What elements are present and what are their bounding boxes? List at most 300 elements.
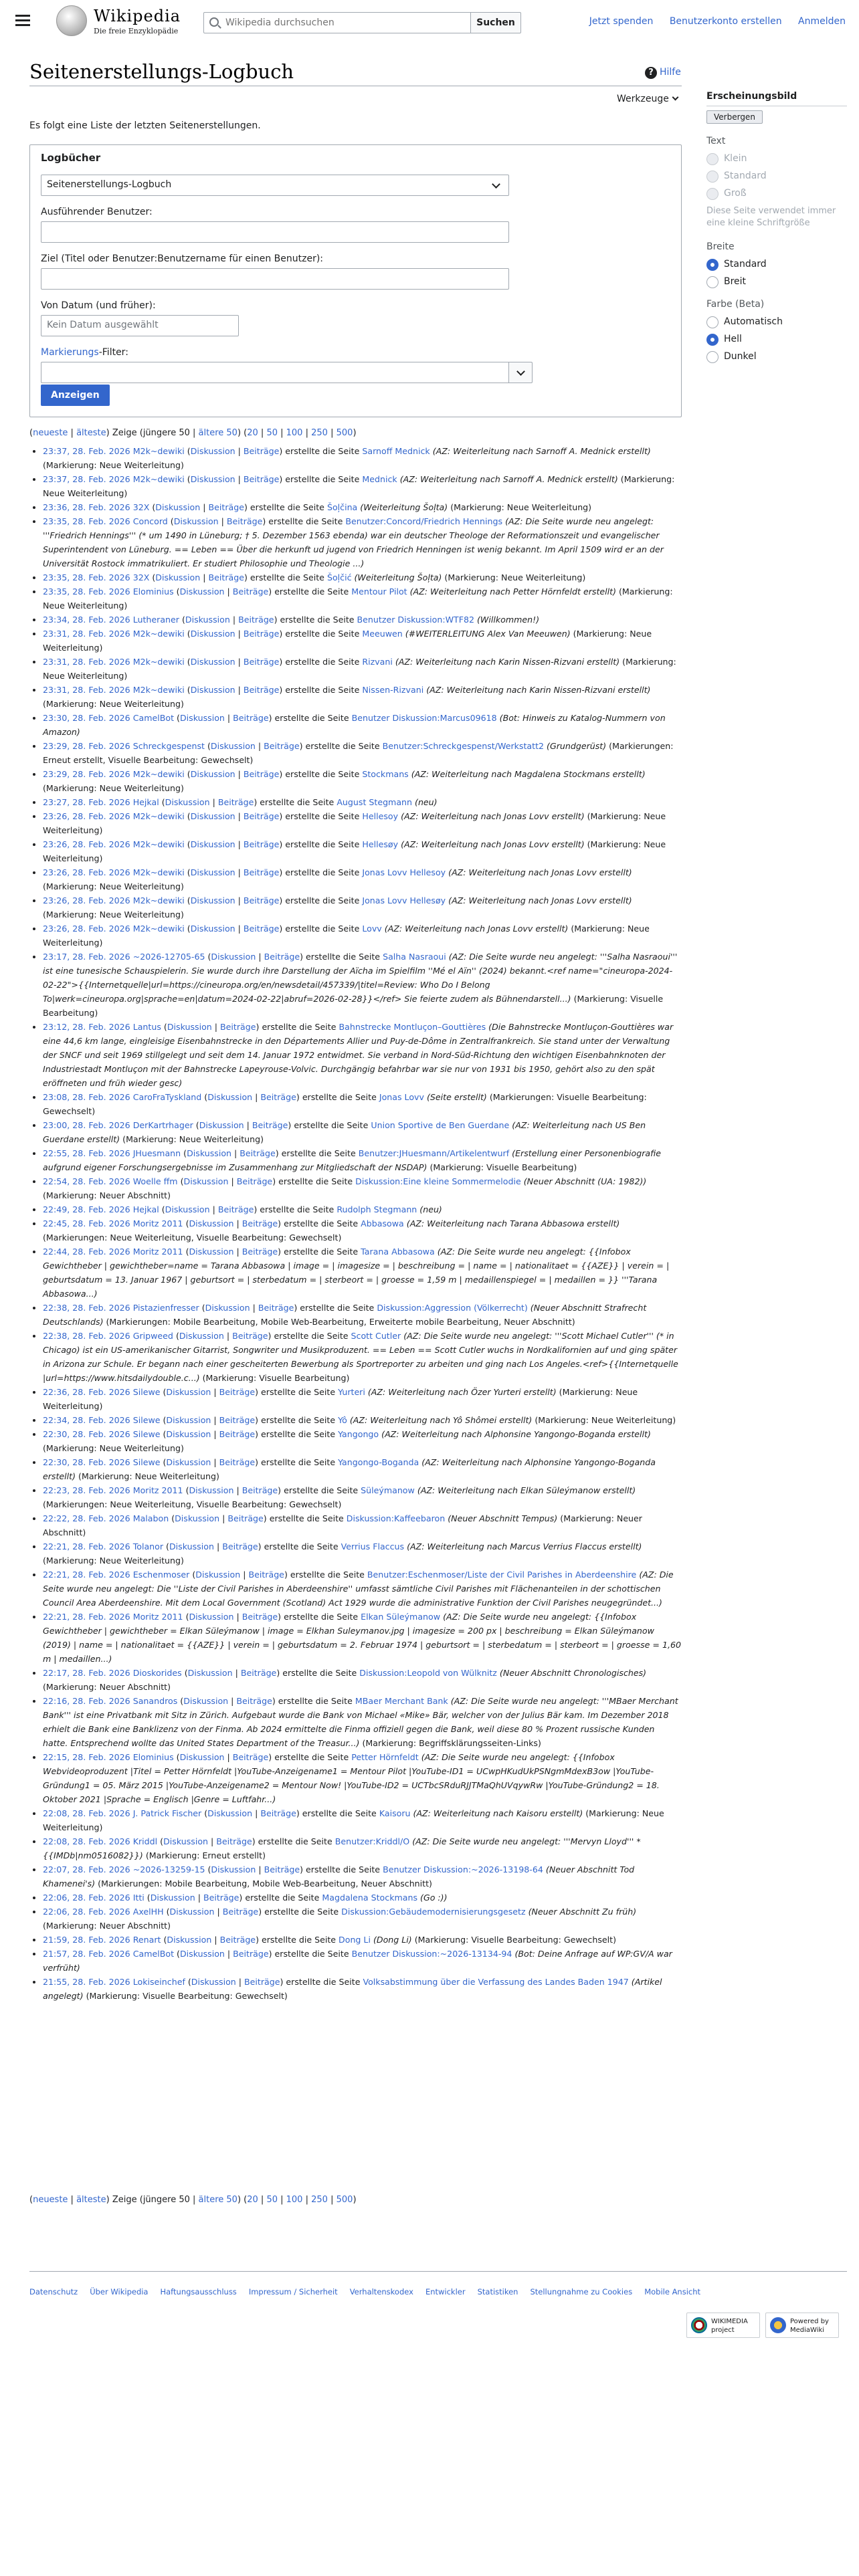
- help-link[interactable]: [645, 67, 681, 79]
- entry-user-talk[interactable]: Diskussion: [175, 1513, 220, 1523]
- entry-user[interactable]: Kriddl: [132, 1836, 158, 1846]
- entry-timestamp[interactable]: 22:54, 28. Feb. 2026: [43, 1176, 130, 1186]
- entry-timestamp[interactable]: 23:00, 28. Feb. 2026: [43, 1120, 130, 1130]
- tools-menu[interactable]: [617, 94, 678, 104]
- login-link[interactable]: Anmelden: [798, 16, 846, 27]
- entry-user-contribs[interactable]: Beiträge: [240, 1148, 276, 1158]
- entry-user-contribs[interactable]: Beiträge: [227, 1513, 264, 1523]
- entry-timestamp[interactable]: 23:30, 28. Feb. 2026: [43, 713, 130, 723]
- entry-user-talk[interactable]: Diskussion: [210, 741, 256, 751]
- entry-user-contribs[interactable]: Beiträge: [243, 839, 280, 849]
- entry-page[interactable]: Diskussion:Aggression (Völkerrecht): [377, 1303, 528, 1313]
- entry-page[interactable]: Diskussion:Leopold von Wülknitz: [359, 1668, 497, 1678]
- entry-user-talk[interactable]: Diskussion: [150, 1893, 195, 1903]
- entry-timestamp[interactable]: 22:15, 28. Feb. 2026: [43, 1752, 130, 1762]
- entry-timestamp[interactable]: 23:26, 28. Feb. 2026: [43, 839, 130, 849]
- entry-user-talk[interactable]: Diskussion: [190, 924, 235, 934]
- entry-page[interactable]: Nissen-Rizvani: [362, 685, 424, 695]
- entry-user[interactable]: AxelHH: [132, 1907, 164, 1917]
- entry-timestamp[interactable]: 23:31, 28. Feb. 2026: [43, 629, 130, 639]
- entry-user-contribs[interactable]: Beiträge: [219, 1429, 256, 1439]
- entry-page[interactable]: Mednick: [362, 474, 397, 484]
- entry-user-talk[interactable]: Diskussion: [190, 657, 235, 667]
- entry-timestamp[interactable]: 23:37, 28. Feb. 2026: [43, 474, 130, 484]
- text-large-radio[interactable]: [706, 188, 847, 199]
- entry-page[interactable]: Süleýmanow: [361, 1485, 415, 1495]
- limit-20[interactable]: 20: [247, 428, 258, 438]
- entry-user[interactable]: Silewe: [132, 1429, 161, 1439]
- entry-user-talk[interactable]: Diskussion: [189, 1485, 234, 1495]
- wikimedia-badge[interactable]: [686, 2313, 760, 2338]
- entry-user[interactable]: Elominius: [132, 586, 174, 597]
- text-standard-radio[interactable]: [706, 171, 847, 181]
- entry-user-contribs[interactable]: Beiträge: [252, 1120, 288, 1130]
- entry-user-contribs[interactable]: Beiträge: [236, 1176, 273, 1186]
- entry-user-contribs[interactable]: Beiträge: [264, 1864, 300, 1874]
- entry-timestamp[interactable]: 23:12, 28. Feb. 2026: [43, 1022, 130, 1032]
- entry-user-talk[interactable]: Diskussion: [207, 1808, 253, 1818]
- entry-user-contribs[interactable]: Beiträge: [243, 924, 280, 934]
- newest-link[interactable]: neueste: [33, 2195, 68, 2205]
- entry-page[interactable]: Petter Hörnfeldt: [351, 1752, 419, 1762]
- entry-page[interactable]: Jonas Lovv Hellesøy: [362, 895, 446, 905]
- entry-user-talk[interactable]: Diskussion: [190, 839, 235, 849]
- entry-user-contribs[interactable]: Beiträge: [222, 1907, 259, 1917]
- text-small-radio[interactable]: [706, 153, 847, 164]
- entry-timestamp[interactable]: 23:29, 28. Feb. 2026: [43, 741, 130, 751]
- color-auto-radio[interactable]: [706, 316, 847, 327]
- entry-timestamp[interactable]: 22:22, 28. Feb. 2026: [43, 1513, 130, 1523]
- entry-page[interactable]: Stockmans: [362, 769, 409, 779]
- limit-100[interactable]: 100: [286, 428, 303, 438]
- entry-user-talk[interactable]: Diskussion: [185, 615, 230, 625]
- entry-page[interactable]: Elkan Süleýmanow: [361, 1612, 441, 1622]
- entry-page[interactable]: Sarnoff Mednick: [362, 446, 430, 456]
- entry-user-contribs[interactable]: Beiträge: [216, 1836, 252, 1846]
- entry-user-contribs[interactable]: Beiträge: [243, 629, 280, 639]
- limit-500[interactable]: 500: [336, 428, 353, 438]
- entry-user-talk[interactable]: Diskussion: [166, 1387, 211, 1397]
- entry-timestamp[interactable]: 22:23, 28. Feb. 2026: [43, 1485, 130, 1495]
- width-standard-radio[interactable]: [706, 259, 847, 270]
- entry-timestamp[interactable]: 22:38, 28. Feb. 2026: [43, 1331, 130, 1341]
- entry-user-contribs[interactable]: Beiträge: [242, 1218, 278, 1228]
- entry-user[interactable]: Moritz 2011: [132, 1247, 183, 1257]
- entry-user-contribs[interactable]: Beiträge: [208, 572, 244, 582]
- entry-page[interactable]: Benutzer:JHuesmann/Artikelentwurf: [358, 1148, 510, 1158]
- entry-user[interactable]: CaroFraTyskland: [132, 1092, 202, 1102]
- entry-user-contribs[interactable]: Beiträge: [203, 1893, 240, 1903]
- entry-user-contribs[interactable]: Beiträge: [248, 1570, 284, 1580]
- entry-page[interactable]: Hellesøy: [362, 839, 399, 849]
- entry-user[interactable]: Silewe: [132, 1457, 161, 1467]
- footer-link[interactable]: Über Wikipedia: [90, 2287, 149, 2296]
- entry-user-contribs[interactable]: Beiträge: [233, 713, 269, 723]
- entry-user-contribs[interactable]: Beiträge: [236, 1696, 272, 1706]
- entry-page[interactable]: Lovv: [362, 924, 382, 934]
- entry-user-contribs[interactable]: Beiträge: [243, 867, 280, 877]
- entry-user-contribs[interactable]: Beiträge: [243, 895, 280, 905]
- entry-user[interactable]: Sanandros: [132, 1696, 178, 1706]
- entry-user-contribs[interactable]: Beiträge: [219, 1415, 256, 1425]
- entry-page[interactable]: Union Sportive de Ben Guerdane: [371, 1120, 510, 1130]
- entry-user[interactable]: 32X: [132, 572, 150, 582]
- entry-user-contribs[interactable]: Beiträge: [238, 615, 274, 625]
- entry-page[interactable]: Benutzer Diskussion:~2026-13134-94: [351, 1949, 512, 1959]
- entry-timestamp[interactable]: 23:26, 28. Feb. 2026: [43, 924, 130, 934]
- entry-user-contribs[interactable]: Beiträge: [242, 1247, 278, 1257]
- color-light-radio[interactable]: [706, 334, 847, 344]
- entry-page[interactable]: Salha Nasraoui: [383, 952, 446, 962]
- entry-user-talk[interactable]: Diskussion: [189, 1218, 234, 1228]
- footer-link[interactable]: Stellungnahme zu Cookies: [530, 2287, 633, 2296]
- entry-timestamp[interactable]: 23:35, 28. Feb. 2026: [43, 572, 130, 582]
- search-input[interactable]: [224, 13, 465, 33]
- entry-user[interactable]: Dioskorides: [132, 1668, 182, 1678]
- entry-timestamp[interactable]: 23:27, 28. Feb. 2026: [43, 797, 130, 807]
- entry-user-contribs[interactable]: Beiträge: [219, 1457, 256, 1467]
- tag-filter-input[interactable]: [41, 362, 509, 383]
- entry-user[interactable]: Itti: [132, 1893, 145, 1903]
- entry-user-contribs[interactable]: Beiträge: [243, 811, 280, 821]
- entry-user[interactable]: CamelBot: [132, 713, 175, 723]
- entry-user[interactable]: M2k~dewiki: [132, 895, 185, 905]
- entry-user-talk[interactable]: Diskussion: [179, 1949, 225, 1959]
- entry-user-contribs[interactable]: Beiträge: [232, 1331, 268, 1341]
- entry-user[interactable]: Lokiseinchef: [132, 1977, 185, 1987]
- entry-page[interactable]: Benutzer:Kriddl/O: [335, 1836, 410, 1846]
- entry-user[interactable]: Woelle ffm: [132, 1176, 178, 1186]
- entry-user-talk[interactable]: Diskussion: [189, 1612, 234, 1622]
- entry-user[interactable]: Eschenmoser: [132, 1570, 190, 1580]
- entry-user-talk[interactable]: Diskussion: [207, 1092, 253, 1102]
- footer-link[interactable]: Statistiken: [477, 2287, 518, 2296]
- entry-user-contribs[interactable]: Beiträge: [258, 1303, 294, 1313]
- footer-link[interactable]: Entwickler: [425, 2287, 466, 2296]
- entry-user[interactable]: Moritz 2011: [132, 1612, 183, 1622]
- entry-page[interactable]: Rudolph Stegmann: [337, 1204, 417, 1214]
- entry-user-contribs[interactable]: Beiträge: [232, 1752, 269, 1762]
- entry-page[interactable]: Scott Cutler: [351, 1331, 401, 1341]
- entry-timestamp[interactable]: 21:59, 28. Feb. 2026: [43, 1935, 130, 1945]
- entry-user[interactable]: Lantus: [132, 1022, 161, 1032]
- entry-page[interactable]: Šoļčić: [326, 572, 352, 582]
- entry-user[interactable]: Tolanor: [132, 1541, 164, 1551]
- date-input[interactable]: Kein Datum ausgewählt: [41, 315, 239, 336]
- entry-page[interactable]: August Stegmann: [337, 797, 413, 807]
- entry-timestamp[interactable]: 23:35, 28. Feb. 2026: [43, 516, 130, 526]
- entry-timestamp[interactable]: 22:36, 28. Feb. 2026: [43, 1387, 130, 1397]
- create-account-link[interactable]: Benutzerkonto erstellen: [669, 16, 782, 27]
- footer-link[interactable]: Impressum / Sicherheit: [248, 2287, 338, 2296]
- entry-user-contribs[interactable]: Beiträge: [240, 1668, 277, 1678]
- entry-page[interactable]: Yurteri: [338, 1387, 365, 1397]
- entry-user[interactable]: ~2026-12705-65: [132, 952, 205, 962]
- older-link[interactable]: ältere 50: [198, 428, 237, 438]
- entry-user[interactable]: M2k~dewiki: [132, 629, 185, 639]
- entry-user-contribs[interactable]: Beiträge: [220, 1022, 256, 1032]
- entry-user-talk[interactable]: Diskussion: [183, 1696, 229, 1706]
- target-input[interactable]: [41, 268, 509, 290]
- entry-page[interactable]: Jonas Lovv Hellesoy: [362, 867, 446, 877]
- entry-page[interactable]: MBaer Merchant Bank: [355, 1696, 448, 1706]
- entry-timestamp[interactable]: 23:31, 28. Feb. 2026: [43, 657, 130, 667]
- entry-timestamp[interactable]: 22:16, 28. Feb. 2026: [43, 1696, 130, 1706]
- entry-user-contribs[interactable]: Beiträge: [264, 952, 300, 962]
- tag-filter-dropdown-button[interactable]: [508, 362, 533, 383]
- entry-timestamp[interactable]: 23:17, 28. Feb. 2026: [43, 952, 130, 962]
- wordmark[interactable]: [94, 7, 181, 35]
- entry-timestamp[interactable]: 22:06, 28. Feb. 2026: [43, 1907, 130, 1917]
- entry-user-talk[interactable]: Diskussion: [155, 572, 201, 582]
- entry-page[interactable]: Meeuwen: [362, 629, 403, 639]
- limit-250[interactable]: 250: [311, 428, 328, 438]
- entry-user-talk[interactable]: Diskussion: [190, 895, 235, 905]
- entry-user-talk[interactable]: Diskussion: [165, 1204, 210, 1214]
- entry-timestamp[interactable]: 22:21, 28. Feb. 2026: [43, 1541, 130, 1551]
- color-dark-radio[interactable]: [706, 351, 847, 362]
- entry-timestamp[interactable]: 23:26, 28. Feb. 2026: [43, 895, 130, 905]
- entry-user[interactable]: M2k~dewiki: [132, 924, 185, 934]
- entry-page[interactable]: Verrius Flaccus: [341, 1541, 405, 1551]
- entry-user-contribs[interactable]: Beiträge: [226, 516, 263, 526]
- entry-user[interactable]: ~2026-13259-15: [132, 1864, 205, 1874]
- wikipedia-globe-logo[interactable]: [56, 5, 87, 36]
- entry-user-contribs[interactable]: Beiträge: [233, 1949, 269, 1959]
- entry-page[interactable]: Benutzer:Schreckgespenst/Werkstatt2: [382, 741, 545, 751]
- entry-user[interactable]: DerKartrhager: [132, 1120, 193, 1130]
- entry-timestamp[interactable]: 23:26, 28. Feb. 2026: [43, 811, 130, 821]
- entry-user[interactable]: Hejkal: [132, 797, 159, 807]
- entry-user[interactable]: Concord: [132, 516, 168, 526]
- limit-100[interactable]: 100: [286, 2195, 303, 2205]
- entry-page[interactable]: Benutzer Diskussion:~2026-13198-64: [383, 1864, 543, 1874]
- entry-user-talk[interactable]: Diskussion: [187, 1668, 233, 1678]
- entry-user-talk[interactable]: Diskussion: [173, 516, 219, 526]
- entry-user[interactable]: 32X: [132, 502, 150, 512]
- entry-page[interactable]: Jonas Lovv: [379, 1092, 424, 1102]
- entry-page[interactable]: Benutzer Diskussion:WTF82: [357, 615, 474, 625]
- older-link[interactable]: ältere 50: [198, 2195, 237, 2205]
- entry-user[interactable]: Renart: [132, 1935, 161, 1945]
- entry-user-talk[interactable]: Diskussion: [167, 1022, 212, 1032]
- entry-user-contribs[interactable]: Beiträge: [264, 741, 300, 751]
- entry-user-talk[interactable]: Diskussion: [179, 713, 225, 723]
- entry-user[interactable]: Moritz 2011: [132, 1218, 183, 1228]
- entry-user-contribs[interactable]: Beiträge: [232, 586, 269, 597]
- entry-page[interactable]: Mentour Pilot: [351, 586, 407, 597]
- entry-user-talk[interactable]: Diskussion: [166, 1429, 211, 1439]
- entry-user-talk[interactable]: Diskussion: [155, 502, 201, 512]
- entry-timestamp[interactable]: 22:08, 28. Feb. 2026: [43, 1836, 130, 1846]
- entry-timestamp[interactable]: 23:37, 28. Feb. 2026: [43, 446, 130, 456]
- entry-user-talk[interactable]: Diskussion: [190, 629, 235, 639]
- entry-timestamp[interactable]: 23:29, 28. Feb. 2026: [43, 769, 130, 779]
- entry-timestamp[interactable]: 22:30, 28. Feb. 2026: [43, 1457, 130, 1467]
- entry-user[interactable]: Silewe: [132, 1387, 161, 1397]
- entry-timestamp[interactable]: 22:08, 28. Feb. 2026: [43, 1808, 130, 1818]
- footer-link[interactable]: Verhaltenskodex: [349, 2287, 413, 2296]
- entry-user-talk[interactable]: Diskussion: [190, 446, 235, 456]
- tag-filter-link[interactable]: Markierungs: [41, 347, 99, 358]
- entry-user-talk[interactable]: Diskussion: [179, 1752, 225, 1762]
- entry-user[interactable]: M2k~dewiki: [132, 811, 185, 821]
- entry-user[interactable]: M2k~dewiki: [132, 769, 185, 779]
- entry-user-talk[interactable]: Diskussion: [166, 1457, 211, 1467]
- entry-page[interactable]: Dong Li: [339, 1935, 371, 1945]
- entry-page[interactable]: Rizvani: [362, 657, 393, 667]
- entry-user-talk[interactable]: Diskussion: [190, 769, 235, 779]
- oldest-link[interactable]: älteste: [76, 428, 106, 438]
- entry-timestamp[interactable]: 22:21, 28. Feb. 2026: [43, 1570, 130, 1580]
- entry-user-talk[interactable]: Diskussion: [199, 1120, 244, 1130]
- entry-user-talk[interactable]: Diskussion: [190, 867, 235, 877]
- entry-user-contribs[interactable]: Beiträge: [244, 1977, 280, 1987]
- newest-link[interactable]: neueste: [33, 428, 68, 438]
- limit-500[interactable]: 500: [336, 2195, 353, 2205]
- entry-user-contribs[interactable]: Beiträge: [217, 1204, 254, 1214]
- entry-user-contribs[interactable]: Beiträge: [260, 1808, 296, 1818]
- entry-page[interactable]: Šoļčina: [326, 502, 358, 512]
- entry-timestamp[interactable]: 22:49, 28. Feb. 2026: [43, 1204, 130, 1214]
- entry-page[interactable]: Abbasowa: [361, 1218, 404, 1228]
- entry-user-contribs[interactable]: Beiträge: [217, 797, 254, 807]
- entry-timestamp[interactable]: 23:08, 28. Feb. 2026: [43, 1092, 130, 1102]
- oldest-link[interactable]: älteste: [76, 2195, 106, 2205]
- entry-page[interactable]: Hellesoy: [362, 811, 399, 821]
- entry-user[interactable]: M2k~dewiki: [132, 685, 185, 695]
- entry-user-talk[interactable]: Diskussion: [189, 1247, 234, 1257]
- entry-user-contribs[interactable]: Beiträge: [242, 1612, 278, 1622]
- entry-page[interactable]: Yangongo-Boganda: [338, 1457, 419, 1467]
- performer-input[interactable]: [41, 221, 509, 243]
- entry-user[interactable]: Moritz 2011: [132, 1485, 183, 1495]
- entry-user-talk[interactable]: Diskussion: [187, 1148, 232, 1158]
- entry-user-talk[interactable]: Diskussion: [211, 952, 256, 962]
- entry-user[interactable]: M2k~dewiki: [132, 474, 185, 484]
- entry-user[interactable]: Pistazienfresser: [132, 1303, 199, 1313]
- entry-user[interactable]: M2k~dewiki: [132, 839, 185, 849]
- entry-timestamp[interactable]: 22:38, 28. Feb. 2026: [43, 1303, 130, 1313]
- main-menu-button[interactable]: [13, 12, 32, 31]
- entry-user-talk[interactable]: Diskussion: [195, 1570, 241, 1580]
- entry-user-talk[interactable]: Diskussion: [190, 685, 235, 695]
- entry-user[interactable]: Gripweed: [132, 1331, 173, 1341]
- entry-page[interactable]: Magdalena Stockmans: [322, 1893, 418, 1903]
- entry-timestamp[interactable]: 22:44, 28. Feb. 2026: [43, 1247, 130, 1257]
- entry-user[interactable]: M2k~dewiki: [132, 867, 185, 877]
- limit-50[interactable]: 50: [266, 428, 278, 438]
- entry-timestamp[interactable]: 22:55, 28. Feb. 2026: [43, 1148, 130, 1158]
- entry-user-talk[interactable]: Diskussion: [166, 1415, 211, 1425]
- entry-timestamp[interactable]: 22:17, 28. Feb. 2026: [43, 1668, 130, 1678]
- mediawiki-badge[interactable]: [765, 2313, 839, 2338]
- entry-user-talk[interactable]: Diskussion: [167, 1935, 212, 1945]
- entry-user-talk[interactable]: Diskussion: [179, 1331, 224, 1341]
- entry-user-talk[interactable]: Diskussion: [190, 474, 235, 484]
- limit-20[interactable]: 20: [247, 2195, 258, 2205]
- entry-user-contribs[interactable]: Beiträge: [222, 1541, 258, 1551]
- entry-user-contribs[interactable]: Beiträge: [243, 685, 280, 695]
- entry-timestamp[interactable]: 22:30, 28. Feb. 2026: [43, 1429, 130, 1439]
- search-button[interactable]: Suchen: [470, 12, 521, 33]
- width-wide-radio[interactable]: [706, 276, 847, 287]
- entry-user-talk[interactable]: Diskussion: [183, 1176, 229, 1186]
- entry-page[interactable]: Volksabstimmung über die Verfassung des Landes Baden 1947: [363, 1977, 629, 1987]
- entry-page[interactable]: Yô: [338, 1415, 347, 1425]
- entry-user[interactable]: Malabon: [132, 1513, 169, 1523]
- entry-timestamp[interactable]: 21:57, 28. Feb. 2026: [43, 1949, 130, 1959]
- entry-user-talk[interactable]: Diskussion: [169, 1541, 214, 1551]
- entry-user-contribs[interactable]: Beiträge: [243, 474, 280, 484]
- entry-timestamp[interactable]: 22:34, 28. Feb. 2026: [43, 1415, 130, 1425]
- entry-user[interactable]: M2k~dewiki: [132, 657, 185, 667]
- entry-timestamp[interactable]: 22:21, 28. Feb. 2026: [43, 1612, 130, 1622]
- entry-timestamp[interactable]: 23:34, 28. Feb. 2026: [43, 615, 130, 625]
- entry-user-contribs[interactable]: Beiträge: [208, 502, 244, 512]
- entry-page[interactable]: Kaisoru: [379, 1808, 411, 1818]
- entry-page[interactable]: Benutzer Diskussion:Marcus09618: [351, 713, 497, 723]
- entry-user-contribs[interactable]: Beiträge: [219, 1387, 256, 1397]
- entry-user-talk[interactable]: Diskussion: [205, 1303, 250, 1313]
- entry-timestamp[interactable]: 22:07, 28. Feb. 2026: [43, 1864, 130, 1874]
- entry-page[interactable]: Bahnstrecke Montluçon–Gouttières: [339, 1022, 486, 1032]
- footer-link[interactable]: Mobile Ansicht: [644, 2287, 701, 2296]
- entry-user[interactable]: CamelBot: [132, 1949, 175, 1959]
- entry-user-contribs[interactable]: Beiträge: [219, 1935, 256, 1945]
- entry-page[interactable]: Tarana Abbasowa: [361, 1247, 435, 1257]
- entry-user[interactable]: Silewe: [132, 1415, 161, 1425]
- entry-user-contribs[interactable]: Beiträge: [260, 1092, 296, 1102]
- entry-user-talk[interactable]: Diskussion: [211, 1864, 256, 1874]
- entry-user-contribs[interactable]: Beiträge: [243, 657, 280, 667]
- donate-link[interactable]: Jetzt spenden: [589, 16, 654, 27]
- entry-user-talk[interactable]: Diskussion: [179, 586, 225, 597]
- entry-user-talk[interactable]: Diskussion: [169, 1907, 215, 1917]
- entry-timestamp[interactable]: 23:31, 28. Feb. 2026: [43, 685, 130, 695]
- entry-timestamp[interactable]: 22:45, 28. Feb. 2026: [43, 1218, 130, 1228]
- entry-user[interactable]: M2k~dewiki: [132, 446, 185, 456]
- entry-user[interactable]: Hejkal: [132, 1204, 159, 1214]
- entry-user-contribs[interactable]: Beiträge: [243, 446, 280, 456]
- entry-page[interactable]: Benutzer:Concord/Friedrich Hennings: [345, 516, 503, 526]
- entry-user[interactable]: Elominius: [132, 1752, 174, 1762]
- footer-link[interactable]: Haftungsausschluss: [160, 2287, 237, 2296]
- submit-button[interactable]: Anzeigen: [41, 385, 110, 406]
- entry-user[interactable]: J. Patrick Fischer: [132, 1808, 202, 1818]
- entry-page[interactable]: Yangongo: [338, 1429, 379, 1439]
- entry-timestamp[interactable]: 21:55, 28. Feb. 2026: [43, 1977, 130, 1987]
- limit-50[interactable]: 50: [266, 2195, 278, 2205]
- hide-appearance-button[interactable]: Verbergen: [706, 110, 763, 124]
- entry-user-contribs[interactable]: Beiträge: [243, 769, 280, 779]
- log-type-select[interactable]: Seitenerstellungs-Logbuch: [41, 175, 509, 196]
- entry-user[interactable]: JHuesmann: [132, 1148, 181, 1158]
- limit-250[interactable]: 250: [311, 2195, 328, 2205]
- footer-link[interactable]: Datenschutz: [29, 2287, 78, 2296]
- entry-user-talk[interactable]: Diskussion: [165, 797, 210, 807]
- entry-timestamp[interactable]: 22:06, 28. Feb. 2026: [43, 1893, 130, 1903]
- entry-user-talk[interactable]: Diskussion: [163, 1836, 209, 1846]
- entry-timestamp[interactable]: 23:26, 28. Feb. 2026: [43, 867, 130, 877]
- entry-user-talk[interactable]: Diskussion: [190, 811, 235, 821]
- entry-timestamp[interactable]: 23:35, 28. Feb. 2026: [43, 586, 130, 597]
- entry-timestamp[interactable]: 23:36, 28. Feb. 2026: [43, 502, 130, 512]
- help-link-label[interactable]: Hilfe: [660, 67, 681, 78]
- entry-user[interactable]: Lutheraner: [132, 615, 179, 625]
- entry-user-contribs[interactable]: Beiträge: [242, 1485, 278, 1495]
- entry-page[interactable]: Diskussion:Gebäudemodernisierungsgesetz: [341, 1907, 526, 1917]
